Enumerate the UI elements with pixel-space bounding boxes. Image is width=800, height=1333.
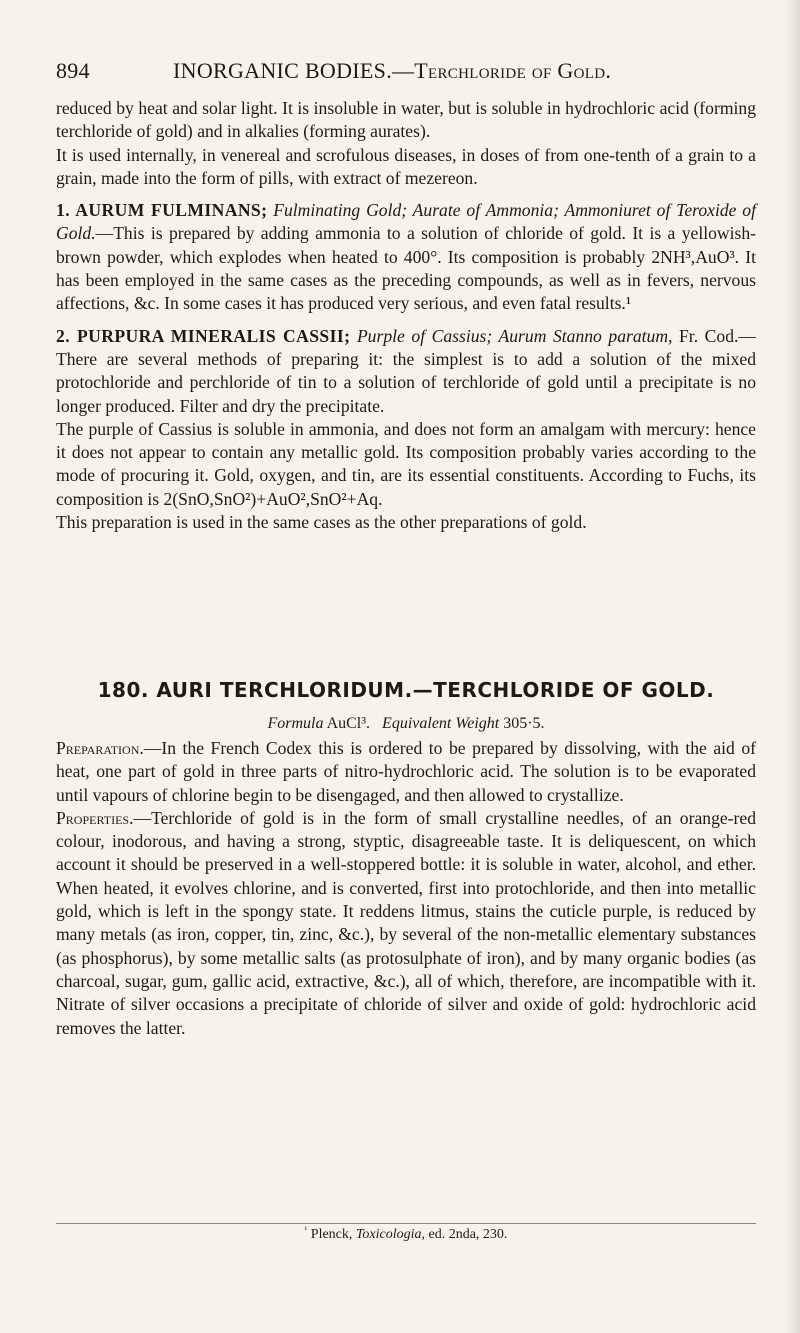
page-number: 894 [56,58,90,83]
page-edge-shadow [786,0,800,1333]
paragraph-purpura-cassii [56,325,756,418]
entry-synonyms: Fulminating Gold; Aurate of Ammonia; Ammoniuret of Teroxide of Gold. [56,200,756,244]
paragraph-properties [56,807,756,1040]
footnote-rule [56,1223,756,1224]
paragraph: This preparation is used in the same cases as the other preparations of gold. [56,512,587,533]
entry-text: —This is prepared by adding ammonia to a solution of chloride of gold. It is a yellowish-brown powder, which explodes when heated to 400°. Its composition is probably 2NH³,AuO³. It has been employed in the same cases as the preceding compounds, as well as in fevers, nervous affections, &c. In some cases it has produced very serious, and even fatal results.¹ [56,223,756,314]
paragraph: It is used internally, in venereal and scrofulous diseases, in doses of from one-tenth of a grain to a grain, made into the form of pills, with extract of mezereon. [56,144,756,188]
text-block-section180 [56,737,756,1040]
paragraph: The purple of Cassius is soluble in ammonia, and does not form an amalgam with mercury: hence it does not appear to contain any metallic gold. Its composition probably varies according to the mode of procuring it. Gold, oxygen, and tin, are its essential constituents. According to Fuchs, its composition is 2(SnO,SnO²)+AuO²,SnO²+Aq. [56,418,756,509]
footnote [56,1224,756,1243]
entry-synonyms: Purple of Cassius; Aurum Stanno paratum, [356,325,673,346]
paragraph-preparation [56,737,756,807]
formula-line [56,715,756,733]
weight-label: Equivalent Weight [382,715,500,732]
running-title [173,58,611,84]
running-header [56,52,756,92]
entry-title: 1. AURUM FULMINANS; [56,200,268,221]
paragraph-aurum-fulminans [56,199,756,315]
paragraph: reduced by heat and solar light. It is insoluble in water, but is soluble in hydrochloric acid (forming terchloride of gold) and in alkalies (forming aurates). [56,98,756,142]
footnote-edition: ed. 2nda, 230. [428,1227,508,1242]
entry-title: 2. PURPURA MINERALIS CASSII; [56,325,351,346]
weight-value: 305·5. [503,715,545,732]
footnote-author: Plenck, [310,1227,353,1242]
formula-value: AuCl³. [326,715,371,732]
preparation-text: —In the French Codex this is ordered to be prepared by dissolving, with the aid of heat, one part of gold in three parts of nitro-hydrochloric acid. The solution is to be evaporated until vapours of chlorine begin to be disengaged, and then allowed to crystallize. [56,738,756,805]
preparation-label: Preparation. [56,738,144,758]
running-title-section: Terchloride of Gold. [414,58,612,83]
properties-label: Properties. [56,807,134,828]
text-block-top [56,97,756,534]
formula-label: Formula [267,715,324,732]
running-title-main: INORGANIC BODIES.— [173,58,415,83]
footnote-work: Toxicologia, [355,1227,425,1242]
footnote-marker: ¹ [304,1224,308,1235]
section-heading: 180. AURI TERCHLORIDUM.—TERCHLORIDE OF GOLD. [97,678,715,702]
properties-text: —Terchloride of gold is in the form of small crystalline needles, of an orange-red colour, inodorous, and having a strong, styptic, disagreeable taste. It is deliquescent, on which account it should be preserved in a well-stoppered bottle: it is soluble in water, alcohol, and ether. When heated, it evolves chlorine, and is converted, first into protochloride, and then into metallic gold, which is left in the spongy state. It reddens litmus, stains the cuticle purple, is reduced by many metals (as iron, copper, tin, zinc, &c.), by several of the non-metallic elementary substances (as phosphorus), by some metallic salts (as protosulphate of iron), and by many organic bodies (as charcoal, sugar, gum, gallic acid, extractive, &c.), all of which, therefore, are incompatible with it. Nitrate of silver occasions a precipitate of chloride of silver and oxide of gold: hydrochloric acid removes the latter. [56,807,756,1038]
entry-text: Fr. Cod.—There are several methods of preparing it: the simplest is to add a solution of the mixed protochloride and perchloride of tin to a solution of terchloride of gold until a precipitate is no longer produced. Filter and dry the precipitate. [56,325,756,416]
